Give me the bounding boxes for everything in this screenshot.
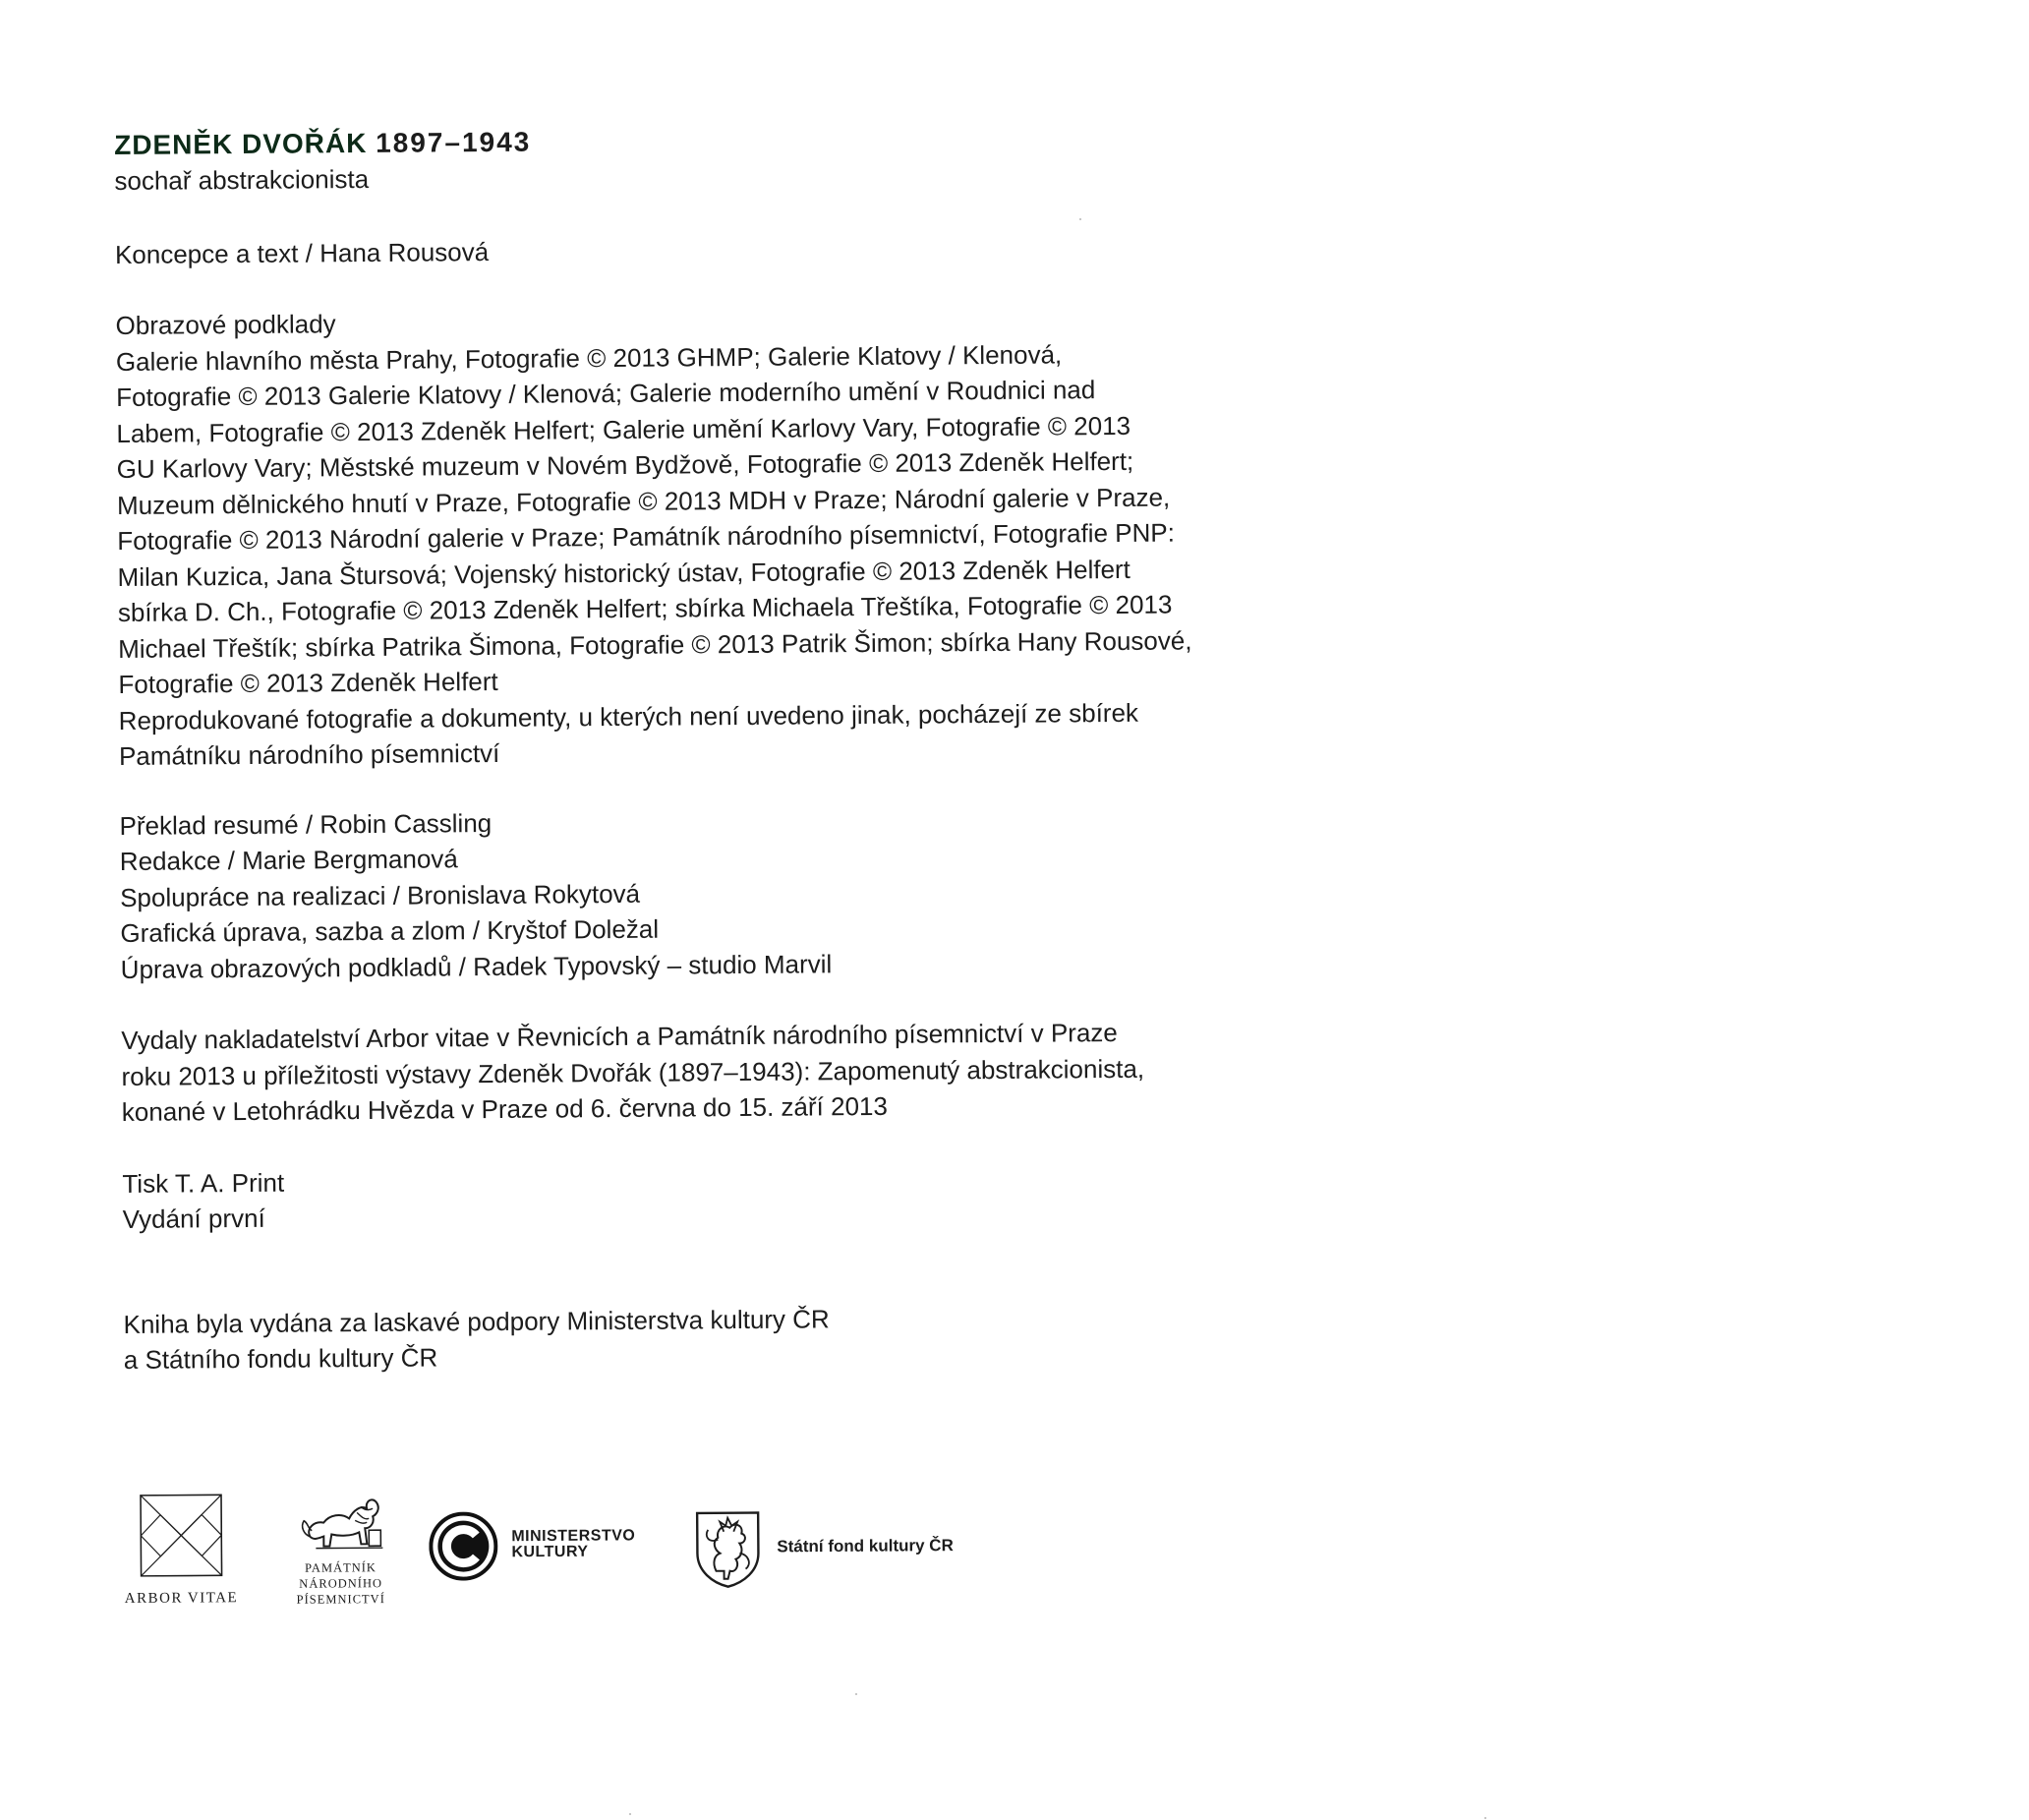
- publisher-line: roku 2013 u příležitosti výstavy Zdeněk Dvořák (1897–1943): Zapomenutý abstrakcionista,: [121, 1053, 1145, 1091]
- book-subtitle: sochař abstrakcionista: [114, 163, 370, 196]
- ministry-caption: [511, 1528, 635, 1560]
- credit-cooperation: Spolupráce na realizaci / Bronislava Rokytová: [120, 878, 641, 912]
- arbor-vitae-logo: [124, 1494, 243, 1608]
- statni-fond-kultury-logo: [694, 1508, 1010, 1589]
- lion-icon: [296, 1493, 384, 1555]
- credit-design: Grafická úprava, sazba a zlom / Kryštof Doležal: [120, 913, 660, 948]
- sfk-caption: Státní fond kultury ČR: [777, 1536, 954, 1556]
- credits-section: [119, 796, 1496, 986]
- ministerstvo-kultury-logo: [429, 1510, 655, 1581]
- pnp-caption-3: PÍSEMNICTVÍ: [296, 1592, 385, 1607]
- scan-speck: [1079, 218, 1081, 220]
- arbor-vitae-icon: [140, 1494, 223, 1577]
- image-sources-line: Milan Kuzica, Jana Štursová; Vojenský historický ústav, Fotografie © 2013 Zdeněk Helfert: [117, 554, 1130, 592]
- image-sources-line: Památníku národního písemnictví: [118, 737, 500, 771]
- image-sources-line: Fotografie © 2013 Galerie Klatovy / Klenová; Galerie moderního umění v Roudnici nad: [116, 375, 1096, 412]
- publisher-line: Vydaly nakladatelství Arbor vitae v Řevnicích a Památník národního písemnictví v Praze: [121, 1018, 1118, 1055]
- support-section: [123, 1295, 1500, 1378]
- image-sources-line: Labem, Fotografie © 2013 Zdeněk Helfert; Galerie umění Karlovy Vary, Fotografie © 2013: [116, 410, 1131, 448]
- image-sources-section: [115, 297, 1495, 774]
- support-line: Kniha byla vydána za laskavé podpory Ministerstva kultury ČR: [123, 1303, 830, 1339]
- publisher-line: konané v Letohrádku Hvězda v Praze od 6. června do 15. září 2013: [121, 1090, 889, 1127]
- print-line: Tisk T. A. Print: [122, 1167, 285, 1199]
- image-sources-line: Muzeum dělnického hnutí v Praze, Fotografie © 2013 MDH v Praze; Národní galerie v Praze,: [116, 482, 1171, 520]
- image-sources-line: Reprodukované fotografie a dokumenty, u kterých není uvedeno jinak, pocházejí ze sbírek: [118, 697, 1139, 735]
- credit-translation: Překlad resumé / Robin Cassling: [119, 807, 493, 841]
- scan-speck: [1484, 1817, 1486, 1819]
- publisher-section: [121, 1012, 1498, 1130]
- pnp-caption-2: NÁRODNÍHO: [299, 1576, 383, 1591]
- title-years: 1897–1943: [376, 126, 532, 158]
- image-sources-line: Galerie hlavního města Prahy, Fotografie © 2013 GHMP; Galerie Klatovy / Klenová,: [115, 338, 1063, 377]
- image-sources-line: Fotografie © 2013 Zdeněk Helfert: [118, 666, 498, 699]
- print-section: [122, 1154, 1499, 1237]
- scan-speck: [629, 1813, 631, 1815]
- ministry-caption-1: MINISTERSTVO: [511, 1527, 636, 1546]
- image-sources-line: Michael Třeštík; sbírka Patrika Šimona, Fotografie © 2013 Patrik Šimon; sbírka Hany Rousové,: [118, 624, 1192, 664]
- arbor-vitae-caption: ARBOR VITAE: [124, 1590, 239, 1607]
- image-sources-line: sbírka D. Ch., Fotografie © 2013 Zdeněk Helfert; sbírka Michaela Třeštíka, Fotografie © 2013: [117, 589, 1173, 627]
- support-line: a Státního fondu kultury ČR: [123, 1342, 438, 1375]
- czech-lion-shield-icon: [694, 1509, 762, 1588]
- scan-speck: [855, 1693, 857, 1695]
- image-sources-line: GU Karlovy Vary; Městské muzeum v Novém Bydžově, Fotografie © 2013 Zdeněk Helfert;: [116, 445, 1134, 484]
- credit-editing: Redakce / Marie Bergmanová: [119, 844, 458, 876]
- concept-section: [115, 226, 1491, 272]
- logo-row: [124, 1489, 1010, 1622]
- pnp-caption-1: PAMÁTNÍK: [305, 1560, 377, 1575]
- image-sources-heading: Obrazové podklady: [115, 309, 336, 340]
- ministry-c-icon: [429, 1511, 497, 1580]
- edition-line: Vydání první: [122, 1203, 265, 1234]
- title-name: ZDENĚK DVOŘÁK: [114, 127, 368, 160]
- pnp-logo: [281, 1493, 400, 1607]
- credit-image-editing: Úprava obrazových podkladů / Radek Typovský – studio Marvil: [120, 948, 833, 984]
- ministry-caption-2: KULTURY: [511, 1543, 589, 1561]
- concept-line: Koncepce a text / Hana Rousová: [114, 236, 490, 269]
- image-sources-line: Fotografie © 2013 Národní galerie v Praze; Památník národního písemnictví, Fotografie PNP:: [117, 517, 1175, 556]
- colophon-text: [114, 117, 1500, 1378]
